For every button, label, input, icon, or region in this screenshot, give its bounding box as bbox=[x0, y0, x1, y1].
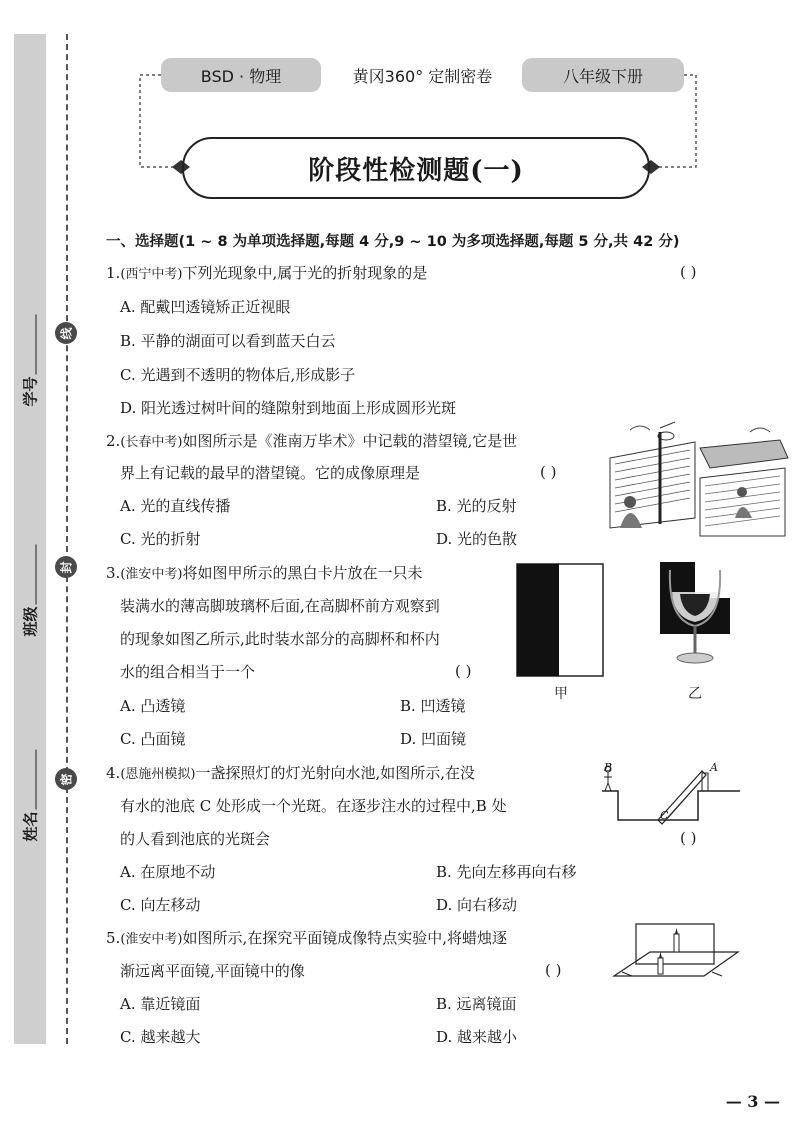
option-c[interactable]: C. 光遇到不透明的物体后,形成影子 bbox=[120, 366, 356, 384]
point-label-b: B bbox=[604, 761, 613, 774]
question-4-stem-line-2: 有水的池底 C 处形成一个光斑。在逐步注水的过程中,B 处 bbox=[120, 797, 507, 815]
question-4-stem-line-3: 的人看到池底的光斑会 bbox=[120, 830, 271, 848]
figure-label-yi: 乙 bbox=[688, 686, 702, 702]
question-3-stem-line-2: 装满水的薄高脚玻璃杯后面,在高脚杯前方观察到 bbox=[120, 597, 440, 615]
question-number: 3. bbox=[106, 564, 121, 582]
name-field[interactable] bbox=[14, 740, 46, 850]
seal-seal-mark: 封 bbox=[55, 556, 77, 578]
question-4-stem-line-1 bbox=[106, 763, 475, 785]
student-id-blank[interactable] bbox=[24, 314, 36, 374]
seal-secret-mark: 密 bbox=[55, 768, 77, 790]
question-source: (西宁中考) bbox=[120, 267, 183, 282]
option-a[interactable]: A. 靠近镜面 bbox=[120, 995, 201, 1013]
answer-blank[interactable]: ( ) bbox=[545, 961, 562, 979]
student-id-field[interactable] bbox=[14, 305, 46, 415]
question-5-stem-line-2: 渐远离平面镜,平面镜中的像 bbox=[120, 962, 305, 980]
card-figure bbox=[515, 562, 605, 678]
option-c[interactable]: C. 光的折射 bbox=[120, 530, 201, 548]
name-label: 姓名 bbox=[21, 810, 40, 842]
section-heading: 一、选择题(1 ~ 8 为单项选择题,每题 4 分,9 ~ 10 为多项选择题,每题 5 分,共 42 分) bbox=[106, 234, 680, 250]
option-d[interactable]: D. 凹面镜 bbox=[400, 730, 467, 748]
question-source: (长春中考) bbox=[120, 435, 183, 450]
option-b[interactable]: B. 远离镜面 bbox=[436, 995, 517, 1013]
class-label: 班级 bbox=[21, 605, 40, 637]
option-d[interactable]: D. 光的色散 bbox=[436, 530, 518, 548]
option-a[interactable]: A. 凸透镜 bbox=[120, 697, 186, 715]
option-a[interactable]: A. 在原地不动 bbox=[120, 863, 216, 881]
question-3-stem-line-3: 的现象如图乙所示,此时装水部分的高脚杯和杯内 bbox=[120, 630, 440, 648]
plane-mirror-diagram bbox=[612, 922, 742, 982]
question-source: (恩施州模拟) bbox=[120, 767, 196, 782]
question-text: 如图所示是《淮南万毕术》中记载的潜望镜,它是世 bbox=[182, 432, 518, 450]
option-d[interactable]: D. 越来越小 bbox=[436, 1028, 518, 1046]
class-field[interactable] bbox=[14, 535, 46, 645]
question-text: 将如图甲所示的黑白卡片放在一只未 bbox=[182, 564, 423, 582]
page-number: — 3 — bbox=[725, 1092, 780, 1111]
subject-badge: BSD · 物理 bbox=[161, 58, 321, 92]
option-b[interactable]: B. 平静的湖面可以看到蓝天白云 bbox=[120, 332, 336, 350]
wine-glass-figure bbox=[660, 562, 730, 672]
answer-blank[interactable]: ( ) bbox=[680, 829, 697, 847]
option-a[interactable]: A. 光的直线传播 bbox=[120, 497, 231, 515]
question-text: 下列光现象中,属于光的折射现象的是 bbox=[182, 264, 428, 282]
question-source: (淮安中考) bbox=[120, 932, 183, 947]
point-label-c: C bbox=[660, 809, 669, 822]
page-title: 阶段性检测题(一) bbox=[182, 137, 650, 199]
periscope-illustration bbox=[600, 418, 790, 540]
student-id-label: 学号 bbox=[21, 375, 40, 407]
answer-blank[interactable]: ( ) bbox=[540, 463, 557, 481]
grade-badge: 八年级下册 bbox=[522, 58, 684, 92]
option-b[interactable]: B. 先向左移再向右移 bbox=[436, 863, 577, 881]
question-number: 5. bbox=[106, 929, 121, 947]
pool-diagram bbox=[600, 755, 760, 827]
option-b[interactable]: B. 光的反射 bbox=[436, 497, 517, 515]
question-text: 一盏探照灯的灯光射向水池,如图所示,在没 bbox=[195, 764, 476, 782]
question-1-stem bbox=[106, 263, 427, 285]
option-c[interactable]: C. 越来越大 bbox=[120, 1028, 201, 1046]
series-title: 黄冈360° 定制密卷 bbox=[352, 66, 493, 86]
question-3-stem-line-4: 水的组合相当于一个 bbox=[120, 663, 256, 681]
question-number: 4. bbox=[106, 764, 121, 782]
class-blank[interactable] bbox=[24, 544, 36, 604]
name-blank[interactable] bbox=[24, 749, 36, 809]
question-2-stem-line-1 bbox=[106, 431, 517, 453]
question-text: 如图所示,在探究平面镜成像特点实验中,将蜡烛逐 bbox=[182, 929, 508, 947]
question-5-stem-line-1 bbox=[106, 928, 507, 950]
question-2-stem-line-2: 界上有记载的最早的潜望镜。它的成像原理是 bbox=[120, 464, 421, 482]
point-label-a: A bbox=[710, 761, 718, 774]
answer-blank[interactable]: ( ) bbox=[455, 662, 472, 680]
answer-blank[interactable]: ( ) bbox=[680, 263, 697, 281]
seal-line-mark: 线 bbox=[55, 322, 77, 344]
option-c[interactable]: C. 凸面镜 bbox=[120, 730, 186, 748]
option-c[interactable]: C. 向左移动 bbox=[120, 896, 201, 914]
question-3-stem-line-1 bbox=[106, 563, 422, 585]
option-b[interactable]: B. 凹透镜 bbox=[400, 697, 466, 715]
question-number: 1. bbox=[106, 264, 121, 282]
question-number: 2. bbox=[106, 432, 121, 450]
option-d[interactable]: D. 向右移动 bbox=[436, 896, 518, 914]
question-source: (淮安中考) bbox=[120, 567, 183, 582]
option-a[interactable]: A. 配戴凹透镜矫正近视眼 bbox=[120, 298, 291, 316]
option-d[interactable]: D. 阳光透过树叶间的缝隙射到地面上形成圆形光斑 bbox=[120, 399, 457, 417]
figure-label-jia: 甲 bbox=[554, 686, 568, 702]
